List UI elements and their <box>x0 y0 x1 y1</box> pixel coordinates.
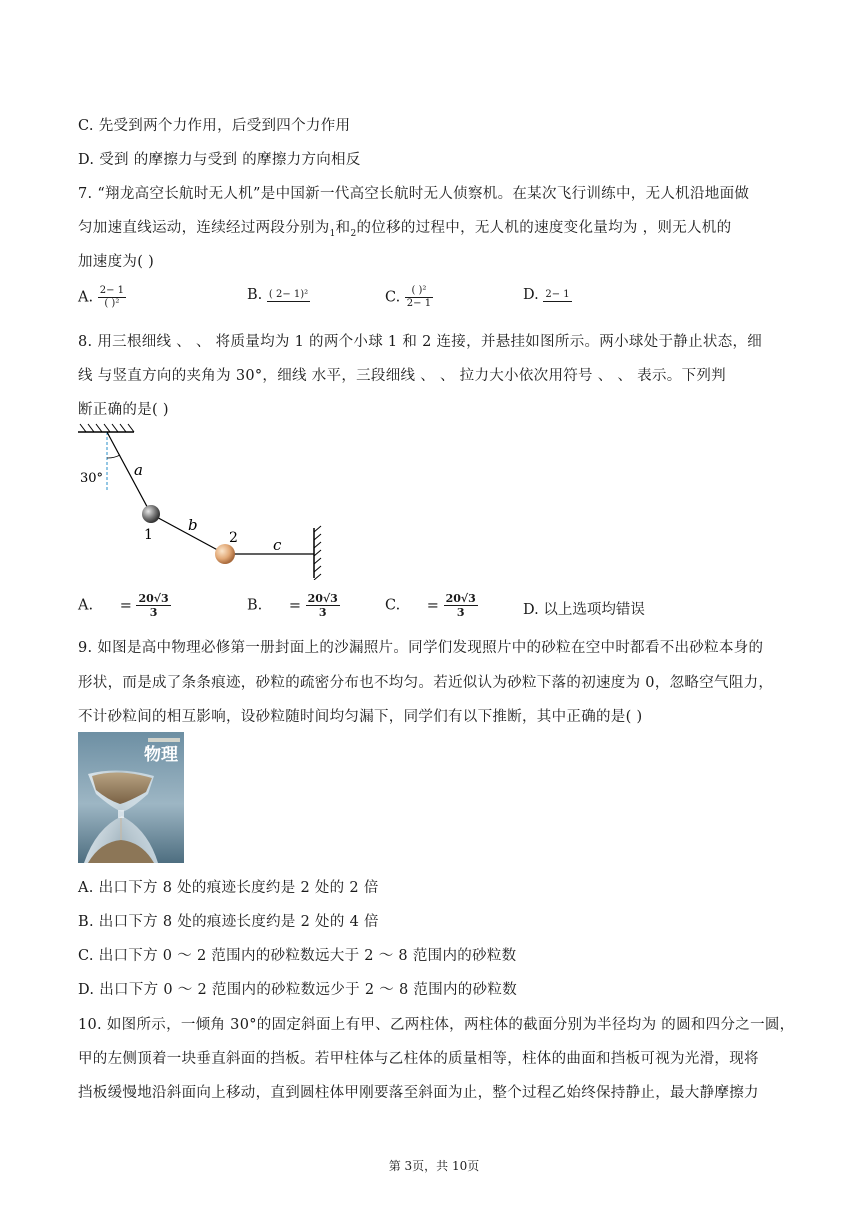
q7-option-c-label: C. <box>385 289 401 306</box>
q7-option-c-fraction <box>405 285 433 310</box>
q8-option-b-num: 20√3 <box>307 592 338 605</box>
hourglass-book-cover-photo <box>78 732 184 863</box>
q7-option-a-num: 2− 1 <box>99 285 124 296</box>
q7-option-b-fraction <box>267 289 310 302</box>
q7-option-a-label: A. <box>78 289 94 306</box>
q9-stem-line3: 不计砂粒间的相互影响，设砂粒随时间均匀漏下，同学们有以下推断，其中正确的是( ) <box>78 709 643 725</box>
angle-label: 30° <box>80 471 104 486</box>
q7-stem-line3: 加速度为( ) <box>78 254 155 270</box>
q8-option-b-den: 3 <box>318 606 327 619</box>
q7-stem-line2b: 和 <box>335 220 351 236</box>
q6-option-d: D. 受到 的摩擦力与受到 的摩擦力方向相反 <box>78 152 361 168</box>
q7-stem-line2 <box>78 216 731 239</box>
q9-option-c: C. 出口下方 0 ～ 2 范围内的砂粒数远大于 2 ～ 8 范围内的砂粒数 <box>78 948 517 964</box>
ball-2 <box>215 544 235 564</box>
wall-hatch <box>314 526 321 580</box>
q8-option-a-num: 20√3 <box>138 592 169 605</box>
q7-option-a <box>78 285 126 310</box>
q7-option-c-num: ( )² <box>405 285 433 298</box>
q7-option-d-fraction <box>543 289 571 302</box>
label-c: c <box>273 536 282 554</box>
q8-figure <box>70 420 340 580</box>
q10-stem-line3: 挡板缓慢地沿斜面向上移动，直到圆柱体甲刚要落至斜面为止，整个过程乙始终保持静止，最大静摩擦力 <box>78 1085 759 1101</box>
q10-stem-line1: 10. 如图所示，一倾角 30°的固定斜面上有甲、乙两柱体，两柱体的截面分别为半径均为 的圆和四分之一圆， <box>78 1017 795 1033</box>
q8-option-a <box>78 592 171 619</box>
q9-option-d: D. 出口下方 0 ～ 2 范围内的砂粒数远少于 2 ～ 8 范围内的砂粒数 <box>78 982 517 998</box>
q10-stem-line2: 甲的左侧顶着一块垂直斜面的挡板。若甲柱体与乙柱体的质量相等，柱体的曲面和挡板可视为光滑，现将 <box>78 1051 759 1067</box>
label-ball-1: 1 <box>144 527 153 543</box>
q7-option-d-num: 2− 1 <box>545 288 570 300</box>
q7-option-b-num: ( 2− 1)² <box>268 288 309 300</box>
label-a: a <box>134 461 143 479</box>
q9-stem-line1: 9. 如图是高中物理必修第一册封面上的沙漏照片。同学们发现照片中的砂粒在空中时都看不出砂粒本身的 <box>78 640 764 656</box>
ceiling-hatch <box>80 424 134 432</box>
q7-stem-line2a: 匀加速直线运动，连续经过两段分别为 <box>78 220 330 236</box>
q7-option-d <box>523 287 572 303</box>
q8-option-c-label: C. <box>385 597 401 614</box>
q8-option-d: D. 以上选项均错误 <box>523 602 645 618</box>
string-a <box>107 432 151 514</box>
q7-sub-1: 1 <box>329 228 336 239</box>
q8-option-b <box>247 592 340 619</box>
q7-option-b <box>247 287 310 303</box>
q9-option-b: B. 出口下方 8 处的痕迹长度约是 2 处的 4 倍 <box>78 914 379 930</box>
label-ball-2: 2 <box>229 530 238 546</box>
photo-title-text: 物理 <box>144 745 178 765</box>
q8-option-b-eq: = <box>288 597 302 614</box>
q7-option-c <box>385 285 433 310</box>
q8-option-a-fraction <box>136 592 170 619</box>
page-footer: 第 3页，共 10页 <box>388 1159 480 1173</box>
q8-stem-line2: 线 与竖直方向的夹角为 30°，细线 水平，三段细线 、 、 拉力大小依次用符号 、 、 表示。下列判 <box>78 368 726 384</box>
q8-option-c-eq: = <box>426 597 439 614</box>
hourglass-illustration <box>78 732 184 863</box>
q7-option-d-label: D. <box>523 287 539 303</box>
q8-option-c <box>385 592 478 619</box>
q7-sub-2: 2 <box>350 228 357 239</box>
q7-option-c-den: 2− 1 <box>406 298 432 309</box>
angle-arc <box>107 455 120 458</box>
q8-option-b-fraction <box>306 592 340 619</box>
q8-option-c-den: 3 <box>456 606 465 619</box>
q8-option-c-fraction <box>444 592 478 619</box>
q7-option-b-label: B. <box>247 287 263 303</box>
q7-option-a-den: ( )² <box>104 298 120 309</box>
q9-option-a: A. 出口下方 8 处的痕迹长度约是 2 处的 2 倍 <box>78 880 379 896</box>
q7-stem-line1: 7. “翔龙高空长航时无人机”是中国新一代高空长航时无人侦察机。在某次飞行训练中，无人机沿地面做 <box>78 186 750 202</box>
q8-option-c-num: 20√3 <box>445 592 476 605</box>
q6-option-c: C. 先受到两个力作用，后受到四个力作用 <box>78 118 351 134</box>
q8-option-a-den: 3 <box>149 606 158 619</box>
label-b: b <box>188 516 198 534</box>
q8-option-b-label: B. <box>247 597 263 614</box>
q8-stem-line1: 8. 用三根细线 、 、 将质量均为 1 的两个小球 1 和 2 连接，并悬挂如图所示。两小球处于静止状态，细 <box>78 334 763 350</box>
q8-stem-line3: 断正确的是( ) <box>78 402 169 418</box>
q7-option-a-fraction <box>98 285 126 310</box>
q7-stem-line2c: 的位移的过程中，无人机的速度变化量均为 ，则无人机的 <box>356 220 732 236</box>
q8-option-a-eq: = <box>119 597 132 614</box>
q9-stem-line2: 形状，而是成了条条痕迹，砂粒的疏密分布也不均匀。若近似认为砂粒下落的初速度为 0，忽略空气阻力， <box>78 675 774 691</box>
ball-1 <box>142 505 160 523</box>
q8-option-a-label: A. <box>78 597 94 614</box>
